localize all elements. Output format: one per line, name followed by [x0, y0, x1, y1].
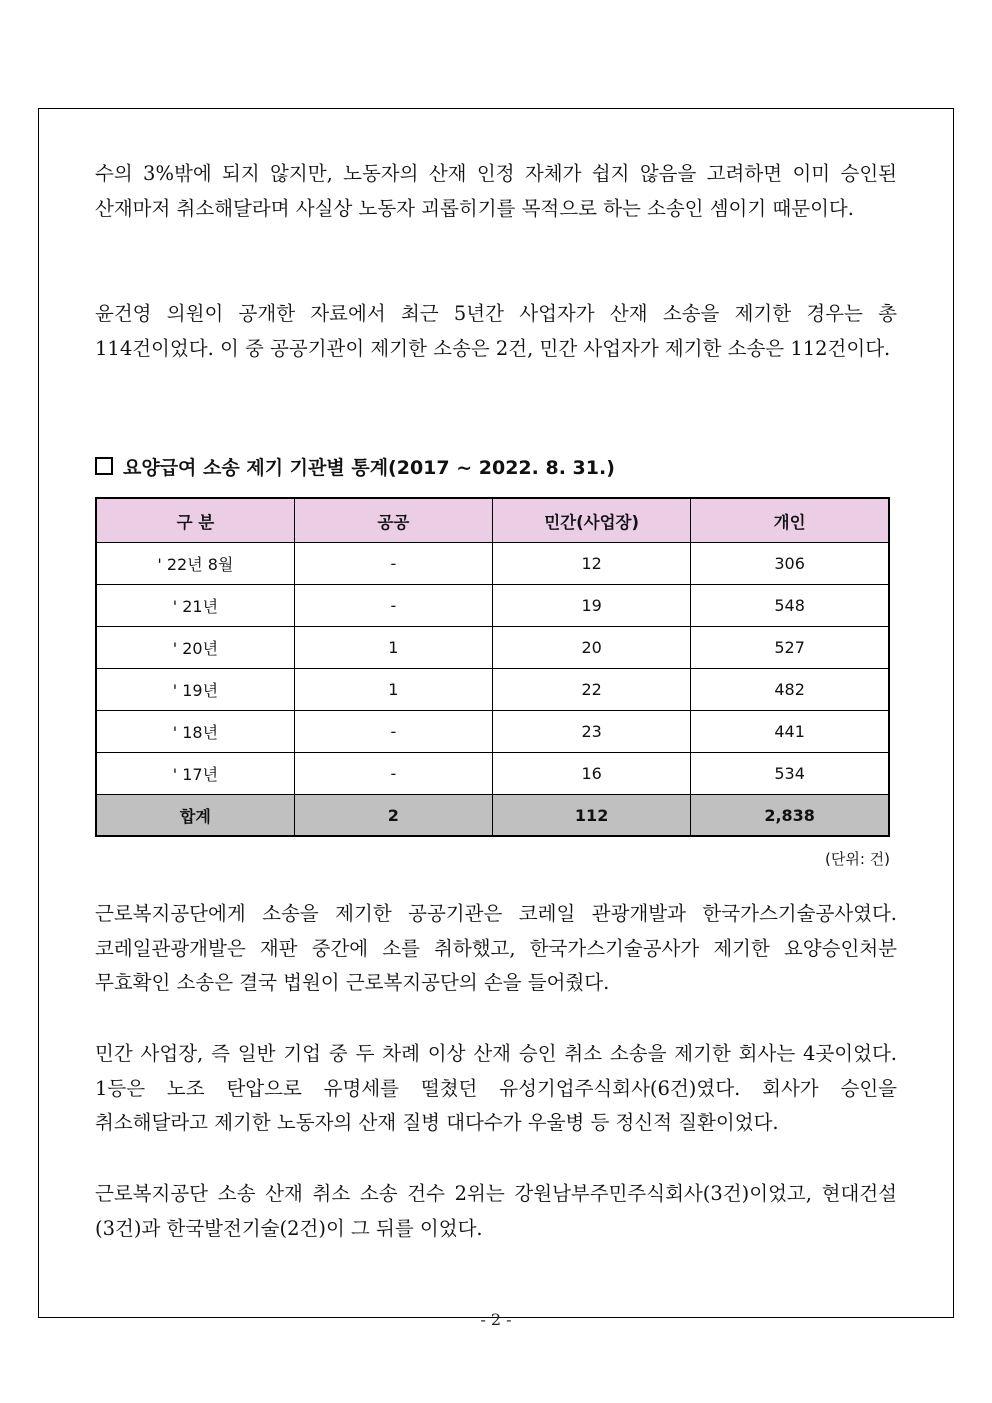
unit-note: (단위: 건): [825, 850, 890, 868]
cell-year: ' 21년: [96, 585, 294, 627]
paragraph-4: 민간 사업장, 즉 일반 기업 중 두 차례 이상 산재 승인 취소 소송을 제기한 회사는 4곳이었다. 1등은 노조 탄압으로 유명세를 떨쳤던 유성기업주식회사(6건)였다. 회사가 승인을 취소해달라고 제기한 노동자의 산재 질병 대다수가 우울병 등 정신적 질환이었다.: [95, 1042, 897, 1134]
cell-private: 23: [493, 711, 691, 753]
statistics-table: [95, 497, 890, 837]
table-row: [96, 711, 889, 753]
cell-year: ' 20년: [96, 627, 294, 669]
cell-public: -: [294, 711, 492, 753]
header-private: 민간(사업장): [493, 498, 691, 543]
total-public: 2: [294, 795, 492, 837]
cell-individual: 548: [691, 585, 889, 627]
cell-individual: 306: [691, 543, 889, 585]
cell-individual: 441: [691, 711, 889, 753]
total-label: 합계: [96, 795, 294, 837]
table-total-row: [96, 795, 889, 837]
cell-public: -: [294, 585, 492, 627]
cell-public: -: [294, 543, 492, 585]
cell-public: -: [294, 753, 492, 795]
table-row: [96, 627, 889, 669]
paragraph-3: 근로복지공단에게 소송을 제기한 공공기관은 코레일 관광개발과 한국가스기술공사였다. 코레일관광개발은 재판 중간에 소를 취하했고, 한국가스기술공사가 제기한 요양승인처분 무효확인 소송은 결국 법원이 근로복지공단의 손을 들어줬다.: [95, 902, 897, 994]
cell-private: 16: [493, 753, 691, 795]
table-row: [96, 669, 889, 711]
total-individual: 2,838: [691, 795, 889, 837]
cell-year: ' 17년: [96, 753, 294, 795]
table-row: [96, 543, 889, 585]
header-public: 공공: [294, 498, 492, 543]
cell-private: 20: [493, 627, 691, 669]
header-category: 구 분: [96, 498, 294, 543]
table-row: [96, 753, 889, 795]
cell-year: ' 22년 8월: [96, 543, 294, 585]
cell-public: 1: [294, 627, 492, 669]
cell-individual: 482: [691, 669, 889, 711]
cell-individual: 534: [691, 753, 889, 795]
table-row: [96, 585, 889, 627]
checkbox-icon: [95, 457, 113, 475]
cell-private: 19: [493, 585, 691, 627]
paragraph-5: 근로복지공단 소송 산재 취소 소송 건수 2위는 강원남부주민주식회사(3건)이었고, 현대건설(3건)과 한국발전기술(2건)이 그 뒤를 이었다.: [95, 1182, 897, 1240]
section-title-text: 요양급여 소송 제기 기관별 통계(2017 ~ 2022. 8. 31.): [123, 456, 615, 479]
total-private: 112: [493, 795, 691, 837]
section-title: [95, 452, 615, 480]
cell-public: 1: [294, 669, 492, 711]
cell-year: ' 18년: [96, 711, 294, 753]
table-header-row: [96, 498, 889, 543]
paragraph-1: 수의 3%밖에 되지 않지만, 노동자의 산재 인정 자체가 쉽지 않음을 고려하면 이미 승인된 산재마저 취소해달라며 사실상 노동자 괴롭히기를 목적으로 하는 소송인 셈이기 때문이다.: [95, 162, 897, 220]
page-number: - 2 -: [480, 1310, 512, 1329]
cell-year: ' 19년: [96, 669, 294, 711]
header-individual: 개인: [691, 498, 889, 543]
paragraph-2: 윤건영 의원이 공개한 자료에서 최근 5년간 사업자가 산재 소송을 제기한 경우는 총 114건이었다. 이 중 공공기관이 제기한 소송은 2건, 민간 사업자가 제기한 소송은 112건이다.: [95, 302, 897, 360]
cell-private: 12: [493, 543, 691, 585]
cell-individual: 527: [691, 627, 889, 669]
cell-private: 22: [493, 669, 691, 711]
